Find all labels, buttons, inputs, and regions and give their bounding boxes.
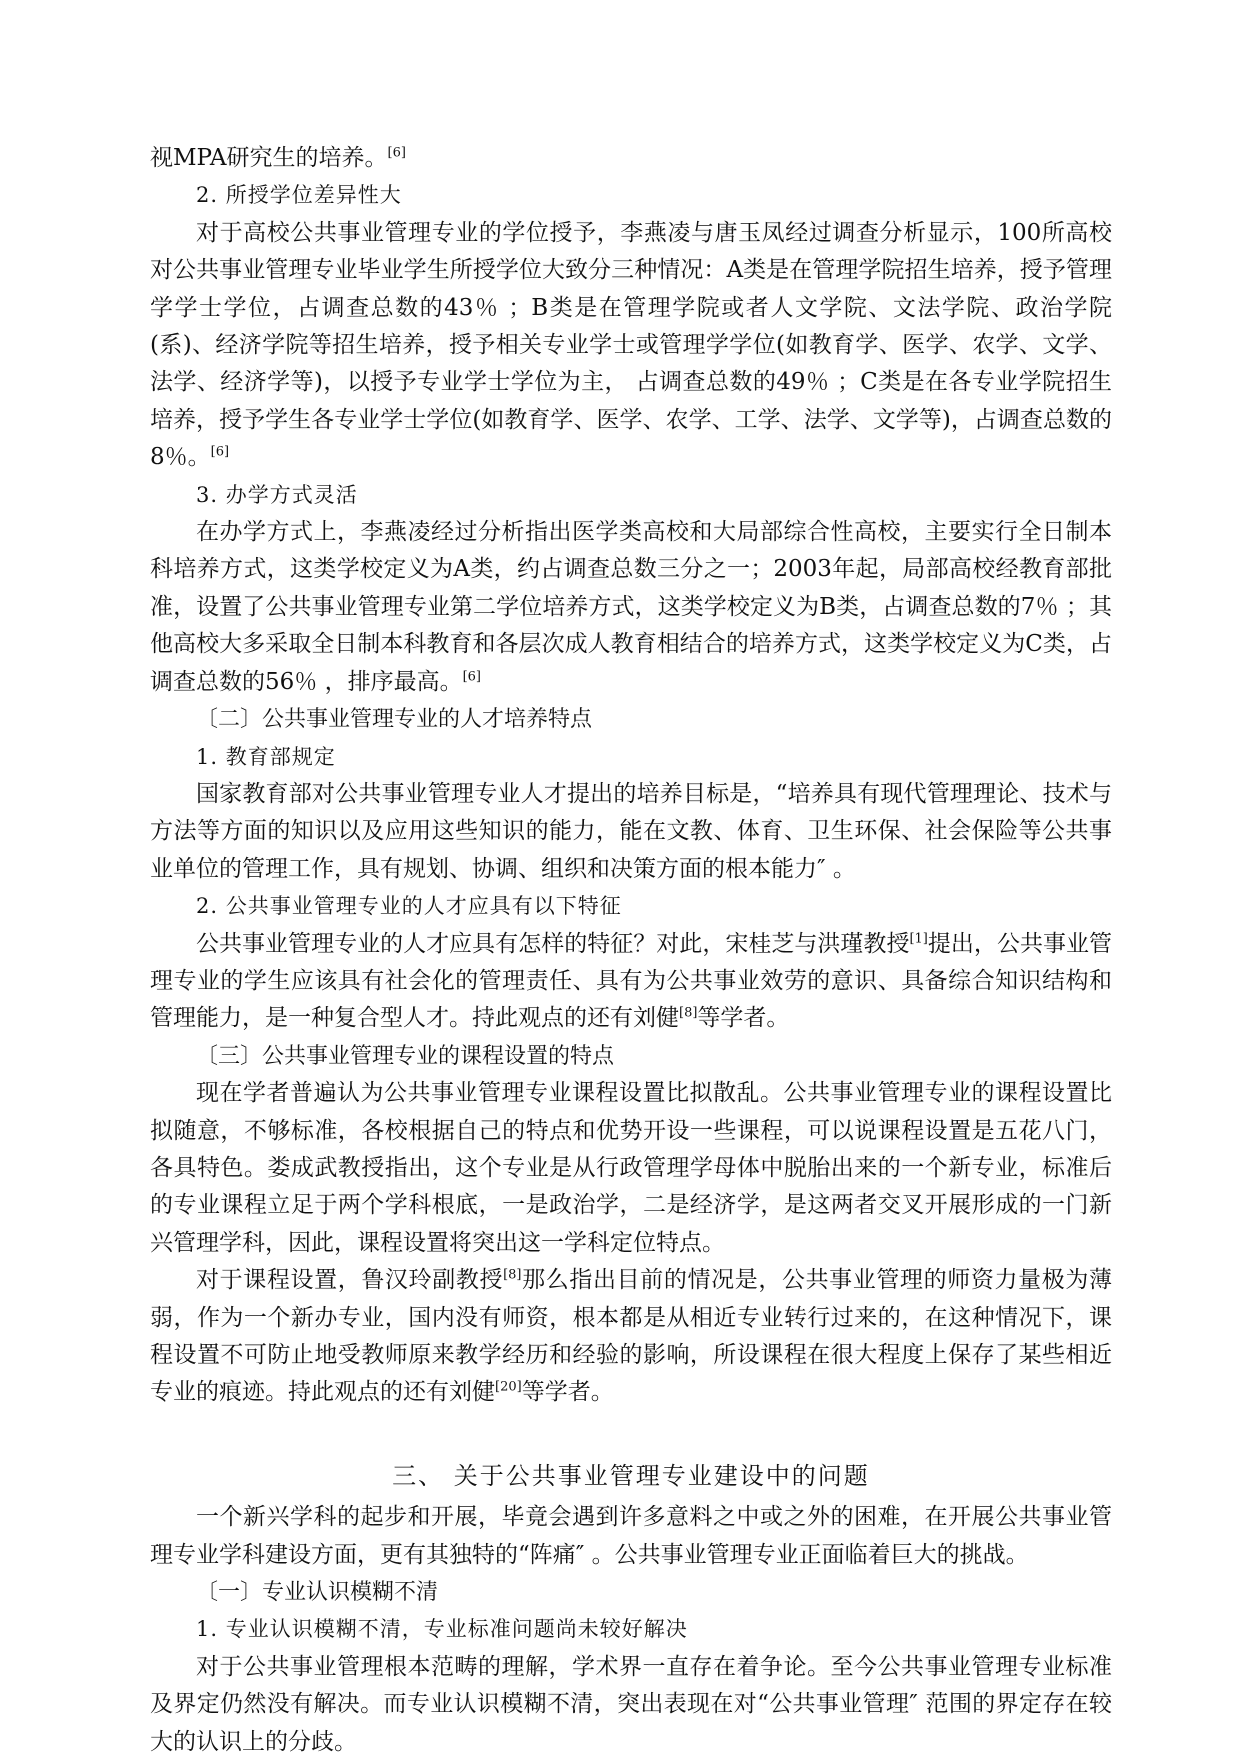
text: 那么指出目前的情况是，公共事业管理的师资力量极为薄弱，作为一个新办专业，国内没有师资，根本都是从相近专业转行过来的，在这种情况下，课程设置不可防止地受教师原来教学经历和经验的影响，所设课程在很大程度上保存了某些相近专业的痕迹。持此观点的还有刘健	[150, 1267, 1113, 1406]
paragraph-course-2	[150, 1262, 1112, 1412]
section-heading-3: 〔三〕公共事业管理专业的课程设置的特点	[196, 1043, 615, 1069]
citation[interactable]: [8]	[503, 1267, 522, 1283]
text: 在办学方式上，李燕凌经过分析指出医学类高校和大局部综合性高校，主要实行全日制本科培养方式，这类学校定义为A类，约占调查总数三分之一；2003年起，局部高校经教育部批准，设置了公共事业管理专业第二学位培养方式，这类学校定义为B类，占调查总数的7％ ；其他高校大多采取全日制本科教育和各层次成人教育相结合的培养方式，这类学校定义为C类，占调查总数的56％ ，排序最高。	[150, 519, 1112, 695]
subheading-degree: 2. 所授学位差异性大	[196, 183, 402, 208]
paragraph-edu: 国家教育部对公共事业管理专业人才提出的培养目标是，“培养具有现代管理理论、技术与方法等方面的知识以及应用这些知识的能力，能在文教、体育、卫生环保、社会保险等公共事业单位的管理工作，具有规划、协调、组织和决策方面的根本能力″ 。	[150, 780, 1112, 882]
paragraph-traits	[150, 926, 1112, 1038]
paragraph-mode	[150, 514, 1112, 701]
text: 公共事业管理专业的人才应具有怎样的特征？对此，宋桂芝与洪瑾教授	[196, 930, 910, 957]
spacer	[150, 1412, 1112, 1458]
subheading-fuzzy: 1. 专业认识模糊不清，专业标准问题尚未较好解决	[196, 1617, 688, 1642]
text: 对于高校公共事业管理专业的学位授予，李燕凌与唐玉凤经过调查分析显示，100所高校对公共事业管理专业毕业学生所授学位大致分三种情况：A类是在管理学院招生培养，授予管理学学士学位，占调查总数的43％ ；B类是在管理学院或者人文学院、文法学院、政治学院(系)、经济学院等招生培养，授予相关专业学士或管理学学位(如教育学、医学、农学、文学、法学、经济学等)，以授予专业学士学位为主， 占调查总数的49％ ；C类是在各专业学院招生培养，授予学生各专业学士学位(如教育学、医学、农学、工学、法学、文学等)，占调查总数的8％。	[150, 219, 1112, 471]
paragraph-mpa	[150, 140, 1112, 177]
document-page	[150, 140, 1112, 1761]
citation[interactable]: [20]	[495, 1379, 522, 1395]
text: 视MPA研究生的培养。	[150, 145, 388, 171]
paragraph-course-1: 现在学者普遍认为公共事业管理专业课程设置比拟散乱。公共事业管理专业的课程设置比拟随意，不够标准，各校根据自己的特点和优势开设一些课程，可以说课程设置是五花八门，各具特色。娄成武教授指出，这个专业是从行政管理学母体中脱胎出来的一个新专业，标准后的专业课程立足于两个学科根底，一是政治学，二是经济学，是这两者交叉开展形成的一门新兴管理学科，因此，课程设置将突出这一学科定位特点。	[150, 1080, 1112, 1256]
citation[interactable]: [6]	[462, 669, 481, 685]
citation[interactable]: [1]	[909, 930, 928, 946]
paragraph-intro: 一个新兴学科的起步和开展，毕竟会遇到许多意料之中或之外的困难，在开展公共事业管理专业学科建设方面，更有其独特的“阵痛″ 。公共事业管理专业正面临着巨大的挑战。	[150, 1504, 1112, 1568]
section-heading-1: 〔一〕专业认识模糊不清	[196, 1580, 439, 1606]
text: 对于课程设置，鲁汉玲副教授	[196, 1267, 504, 1294]
subheading-edu: 1. 教育部规定	[196, 744, 336, 769]
citation[interactable]: [6]	[210, 444, 230, 460]
text: 等学者。	[521, 1379, 614, 1406]
section-heading-2: 〔二〕公共事业管理专业的人才培养特点	[196, 707, 593, 733]
text: 等学者。	[697, 1005, 790, 1032]
citation[interactable]: [8]	[679, 1005, 698, 1021]
subheading-mode: 3. 办学方式灵活	[196, 482, 358, 507]
text: 提出，公共事业管理专业的学生应该具有社会化的管理责任、具有为公共事业效劳的意识、具备综合知识结构和管理能力，是一种复合型人才。持此观点的还有刘健	[150, 930, 1113, 1032]
paragraph-degree	[150, 215, 1112, 477]
citation[interactable]: [6]	[387, 145, 406, 161]
chapter-heading: 三、 关于公共事业管理专业建设中的问题	[392, 1461, 870, 1490]
paragraph-fuzzy: 对于公共事业管理根本范畴的理解，学术界一直存在着争论。至今公共事业管理专业标准及界定仍然没有解决。而专业认识模糊不清，突出表现在对“公共事业管理″ 范围的界定存在较大的认识上的分歧。	[150, 1653, 1112, 1755]
subheading-traits: 2. 公共事业管理专业的人才应具有以下特征	[196, 894, 622, 919]
